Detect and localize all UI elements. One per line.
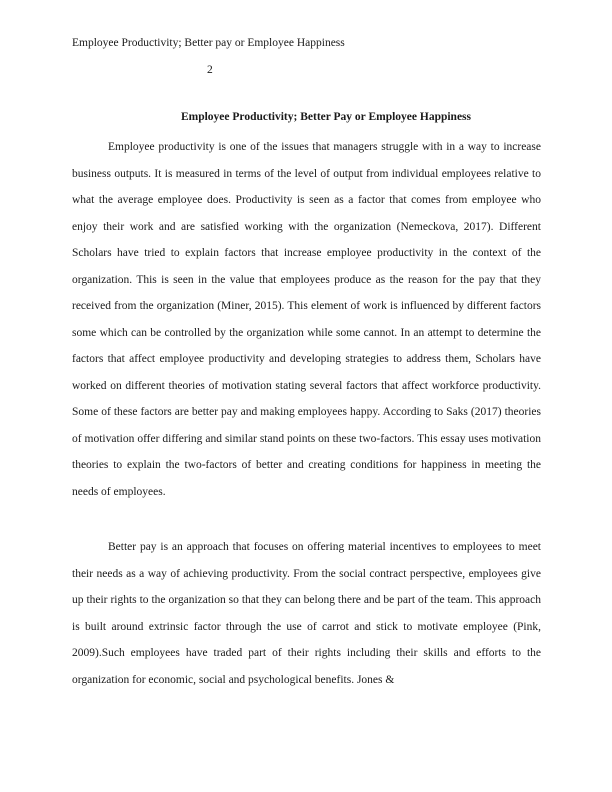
page-number: 2 [207, 64, 213, 76]
running-header: Employee Productivity; Better pay or Employee Happiness [72, 37, 345, 49]
document-title: Employee Productivity; Better Pay or Employee Happiness [180, 111, 472, 123]
body-paragraph-2: Better pay is an approach that focuses on offering material incentives to employees to meet their needs as a way of achieving productivity. From the social contract perspective, employees give up their rights to the organization so that they can belong there and be part of the team. This approach is built around extrinsic factor through the use of carrot and stick to motivate employee (Pink, 2009).Such employees have traded part of their rights including their skills and efforts to the organization for economic, social and psychological benefits. Jones & [72, 541, 541, 686]
body-paragraph-1: Employee productivity is one of the issues that managers struggle with in a way to increase business outputs. It is measured in terms of the level of output from individual employees relative to what the average employee does. Productivity is seen as a factor that comes from employee who enjoy their work and are satisfied working with the organization (Nemeckova, 2017). Different Scholars have tried to explain factors that increase employee productivity in the context of the organization. This is seen in the value that employees produce as the reason for the pay that they received from the organization (Miner, 2015). This element of work is influenced by different factors some which can be controlled by the organization while some cannot. In an attempt to determine the factors that affect employee productivity and developing strategies to address them, Scholars have worked on different theories of motivation stating several factors that affect workforce productivity. Some of these factors are better pay and making employees happy. According to Saks (2017) theories of motivation offer differing and similar stand points on these two-factors. This essay uses motivation theories to explain the two-factors of better and creating conditions for happiness in meeting the needs of employees. [72, 141, 541, 498]
